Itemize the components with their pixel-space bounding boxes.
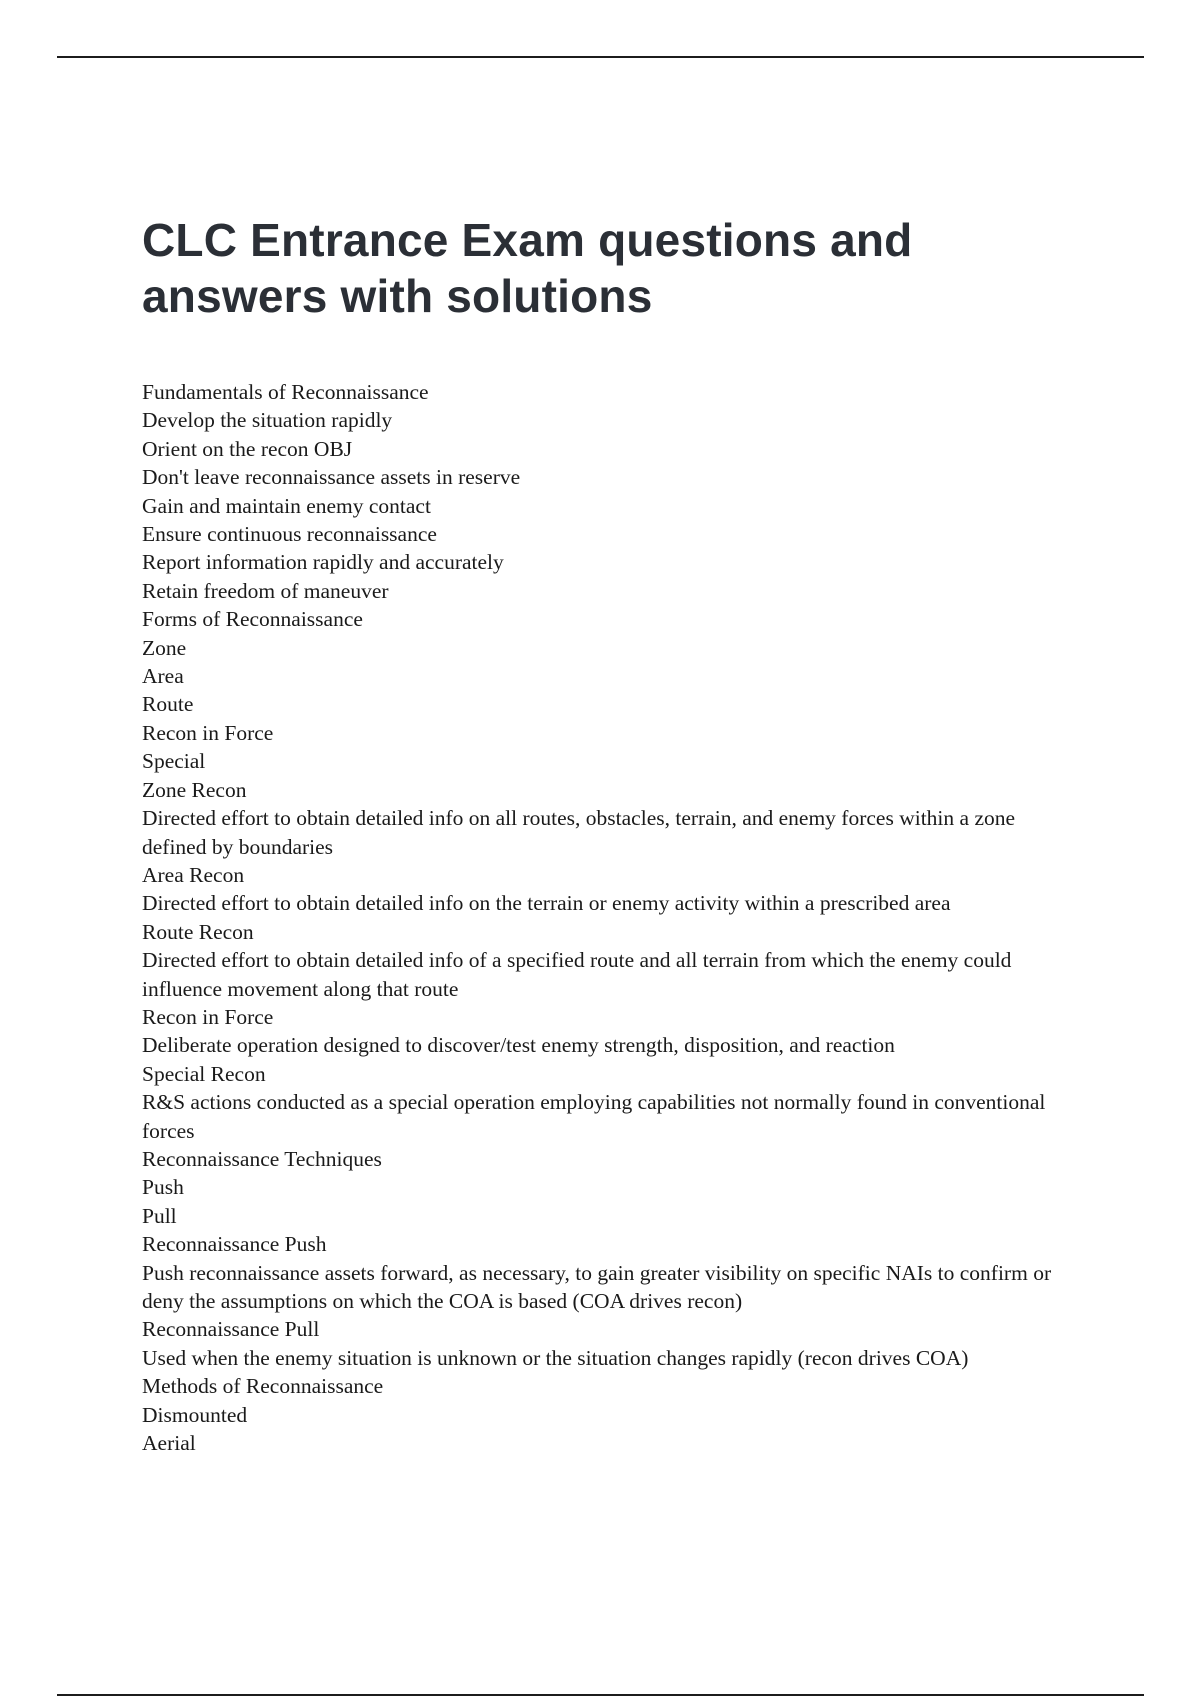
- document-body: [142, 378, 1062, 1457]
- text-line: Ensure continuous reconnaissance: [142, 522, 437, 547]
- text-line: Pull: [142, 1203, 177, 1228]
- text-line: Zone Recon: [142, 777, 247, 802]
- top-divider: [57, 56, 1144, 58]
- text-line: Directed effort to obtain detailed info of a specified route and all terrain from which the enemy could influence movement along that route: [142, 948, 1012, 1001]
- text-line: Deliberate operation designed to discover/test enemy strength, disposition, and reaction: [142, 1033, 895, 1058]
- text-line: Report information rapidly and accurately: [142, 550, 504, 575]
- text-line: Gain and maintain enemy contact: [142, 493, 431, 518]
- text-line: Push: [142, 1175, 184, 1200]
- text-line: Area Recon: [142, 862, 245, 887]
- text-line: R&S actions conducted as a special operation employing capabilities not normally found in conventional forces: [142, 1090, 1046, 1143]
- text-line: Retain freedom of maneuver: [142, 578, 389, 603]
- text-line: Directed effort to obtain detailed info on all routes, obstacles, terrain, and enemy forces within a zone defined by boundaries: [142, 806, 1016, 859]
- text-line: Area: [142, 664, 184, 689]
- text-line: Don't leave reconnaissance assets in reserve: [142, 465, 521, 490]
- bottom-divider: [57, 1694, 1144, 1696]
- text-line: Develop the situation rapidly: [142, 408, 393, 433]
- text-line: Forms of Reconnaissance: [142, 607, 363, 632]
- text-line: Route Recon: [142, 919, 254, 944]
- text-line: Reconnaissance Techniques: [142, 1146, 382, 1171]
- text-line: Used when the enemy situation is unknown or the situation changes rapidly (recon drives COA): [142, 1345, 969, 1370]
- text-line: Fundamentals of Reconnaissance: [142, 380, 429, 404]
- page-title: CLC Entrance Exam questions and answers with solutions: [142, 214, 913, 322]
- text-line: Aerial: [142, 1431, 196, 1456]
- text-line: Orient on the recon OBJ: [142, 436, 353, 461]
- text-line: Special: [142, 749, 206, 774]
- text-line: Methods of Reconnaissance: [142, 1374, 384, 1399]
- text-line: Recon in Force: [142, 720, 274, 745]
- text-line: Reconnaissance Push: [142, 1232, 327, 1257]
- text-line: Push reconnaissance assets forward, as necessary, to gain greater visibility on specific NAIs to confirm or deny the assumptions on which the COA is based (COA drives recon): [142, 1260, 1052, 1313]
- text-line: Special Recon: [142, 1061, 266, 1086]
- text-line: Zone: [142, 635, 187, 660]
- text-line: Dismounted: [142, 1402, 248, 1427]
- text-line: Directed effort to obtain detailed info on the terrain or enemy activity within a prescribed area: [142, 891, 951, 916]
- text-line: Recon in Force: [142, 1004, 274, 1029]
- text-line: Route: [142, 692, 194, 717]
- text-line: Reconnaissance Pull: [142, 1317, 320, 1342]
